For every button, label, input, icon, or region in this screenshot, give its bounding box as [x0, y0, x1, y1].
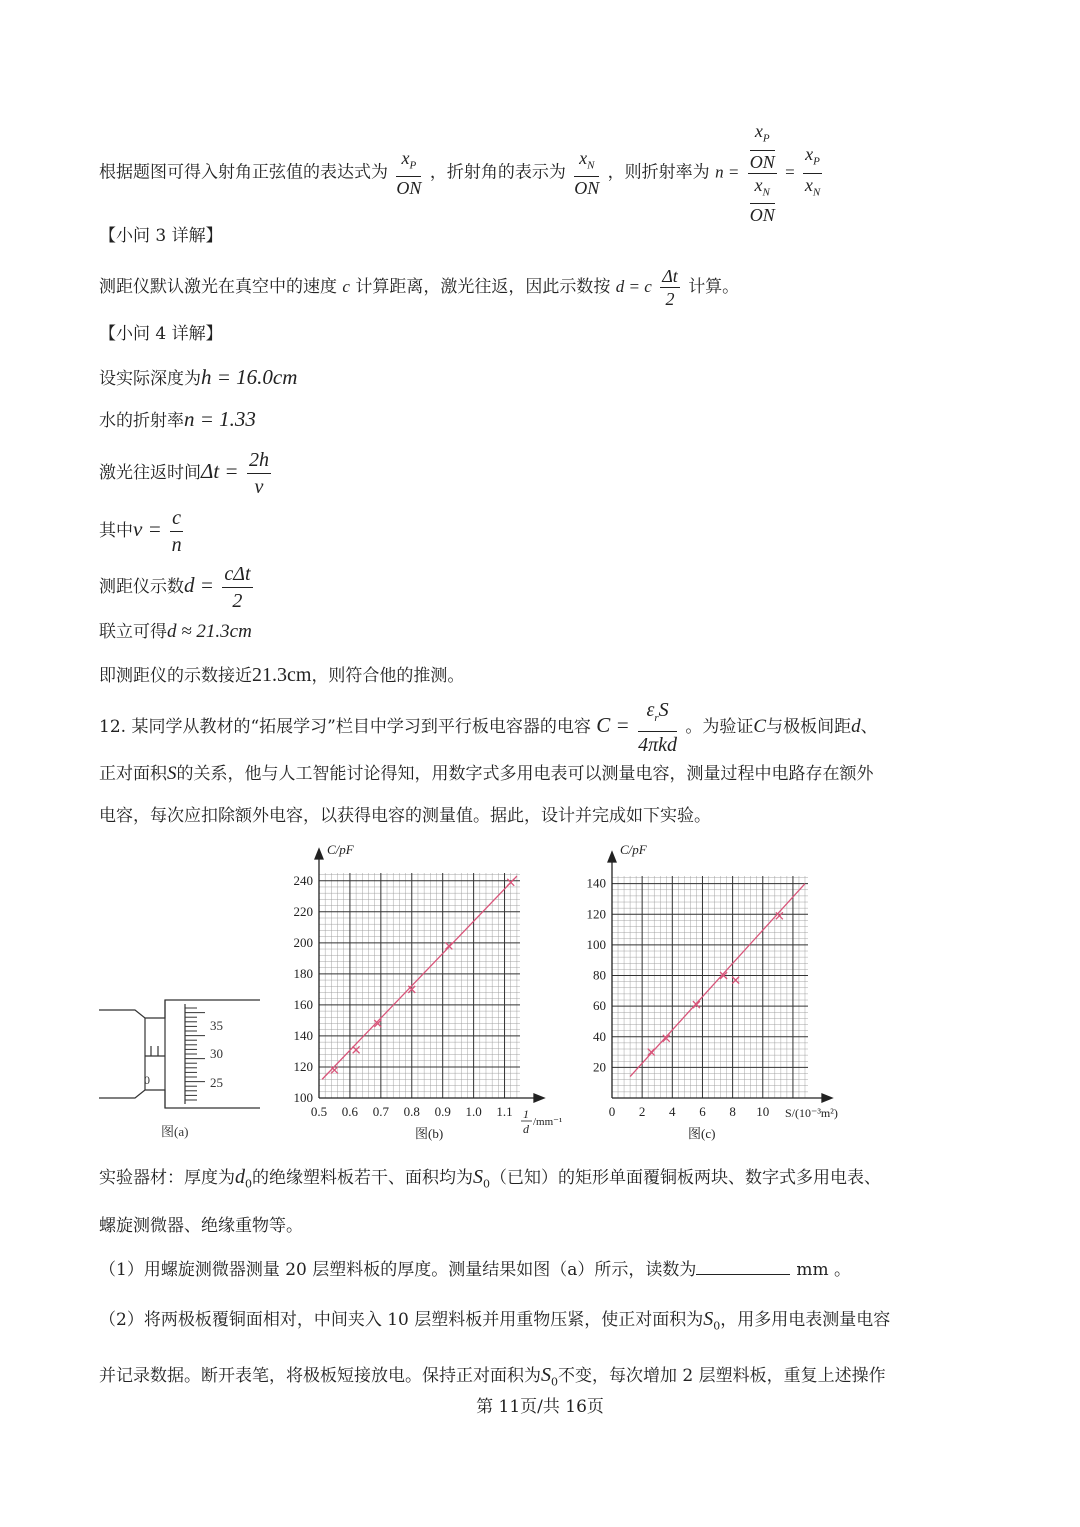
answer-blank[interactable] — [696, 1256, 790, 1275]
heading-q4: 【小问 4 详解】 — [99, 324, 223, 344]
x-tick-label: 8 — [729, 1104, 736, 1119]
data-point — [732, 977, 739, 984]
y-tick-label: 180 — [293, 965, 313, 981]
figure-c-chart — [586, 838, 860, 1148]
x-axis-unit-c: S/(10⁻³m²) — [785, 1106, 838, 1120]
q4-line-3 — [99, 444, 274, 498]
caption-c: 图(c) — [688, 1126, 716, 1141]
text: 测距仪示数 — [99, 577, 184, 597]
step-2-line-1 — [99, 1302, 890, 1343]
text: 水的折射率 — [99, 411, 184, 431]
denominator: 2 — [232, 590, 243, 612]
numerator: 2h — [247, 447, 271, 474]
text: 即测距仪的示数接近 — [99, 666, 252, 686]
text: 的绝缘塑料板若干、面积均为 — [252, 1168, 473, 1188]
inner-fraction-top — [750, 120, 775, 173]
figure-b-chart — [285, 838, 585, 1148]
data-point — [331, 1067, 338, 1074]
page-footer: 第 11页/共 16页 — [476, 1397, 604, 1417]
x: x — [754, 121, 763, 141]
y-tick-label: 120 — [586, 906, 606, 922]
subscript: P — [409, 159, 417, 172]
var-c: C — [753, 716, 767, 737]
n-equals: n = — [715, 162, 740, 182]
x-tick-label: 0.5 — [310, 1104, 328, 1119]
text: 激光往返时间 — [99, 463, 201, 483]
compound-fraction — [748, 120, 777, 226]
line-refraction-expression: 根据题图可得入射角正弦值的表达式为 $\frac{x_P}{ON}$ ，折射角的表示为 $\frac{x_N}{ON}$ ，则折射率为 n = $\frac{\frac{x_P}{ON}}{\frac{x_N}{ON}}$ = $\frac{x_P}{x_N}$ — [99, 121, 821, 226]
capacitance-formula — [638, 697, 677, 758]
subscript: 0 — [551, 1375, 558, 1389]
s: S — [658, 699, 669, 721]
x-axis-label-den-b: d — [523, 1122, 529, 1136]
x-tick-label: 1.1 — [496, 1104, 513, 1119]
materials-line-1 — [99, 1160, 881, 1201]
line-q3 — [99, 262, 739, 312]
text: （已知）的矩形单面覆铜板两块、数字式多用电表、 — [490, 1168, 881, 1188]
q4-line-5 — [99, 558, 256, 612]
subscript: N — [587, 159, 595, 172]
y-tick-label: 100 — [293, 1090, 313, 1105]
x-axis-unit-b: /mm⁻¹ — [533, 1116, 563, 1128]
text: 、 — [860, 717, 878, 737]
denominator: 4πkd — [638, 734, 677, 756]
fraction-c-n — [170, 505, 183, 558]
x-tick-label: 1.0 — [465, 1104, 482, 1119]
denominator: v — [254, 476, 264, 498]
text: 实验器材：厚度为 — [99, 1168, 235, 1188]
lhs: Δt = — [201, 459, 239, 483]
var-s: S — [541, 1364, 551, 1386]
fraction-xn-on — [574, 147, 599, 200]
q12-line-1 — [99, 697, 878, 756]
fraction-xp-on — [396, 147, 421, 200]
var-d: d — [235, 1166, 245, 1188]
fit-line — [322, 876, 517, 1079]
denominator: ON — [749, 151, 775, 172]
q4-line-4 — [99, 502, 186, 556]
var-s: S — [167, 763, 177, 784]
x-tick-label: 10 — [756, 1104, 770, 1119]
x-axis-arrow — [822, 1094, 832, 1102]
subscript: 0 — [483, 1177, 490, 1191]
x-tick-label: 0.9 — [434, 1104, 451, 1119]
caption-a: 图(a) — [161, 1124, 189, 1139]
x: x — [754, 174, 763, 195]
y-tick-label: 240 — [293, 872, 313, 888]
denominator: ON — [749, 205, 775, 226]
equation: h = 16.0cm — [201, 365, 298, 389]
denominator: ON — [396, 178, 422, 199]
c-equals: C = — [596, 713, 630, 737]
fraction-dt-2 — [660, 265, 680, 310]
x-tick-label: 0.6 — [341, 1104, 359, 1119]
y-axis-label-b: C/pF — [327, 842, 354, 857]
x: x — [401, 147, 410, 168]
q4-line-2 — [99, 404, 256, 436]
equation: d ≈ 21.3cm — [167, 621, 252, 642]
text: 根据题图可得入射角正弦值的表达式为 — [99, 162, 388, 183]
x-tick-label: 0.8 — [403, 1104, 420, 1119]
inner-fraction-bottom — [750, 174, 775, 227]
x-tick-label: 0.7 — [372, 1104, 389, 1119]
d-equals: d = c — [615, 277, 652, 296]
q12-line-2 — [99, 762, 874, 786]
text: mm 。 — [796, 1260, 852, 1280]
x: x — [804, 174, 813, 195]
caption-b: 图(b) — [415, 1126, 444, 1141]
fit-line — [630, 884, 805, 1077]
text: 计算。 — [688, 277, 740, 297]
y-tick-label: 100 — [586, 936, 606, 952]
y-tick-label: 20 — [593, 1059, 606, 1075]
subscript: N — [812, 186, 821, 199]
x-tick-label: 6 — [699, 1104, 706, 1119]
text: 计算距离，激光往返，因此示数按 — [355, 277, 611, 297]
y-tick-label: 160 — [293, 996, 313, 1012]
denominator: ON — [574, 178, 600, 199]
q12-line-3: 电容，每次应扣除额外电容，以获得电容的测量值。据此，设计并完成如下实验。 — [99, 806, 711, 826]
value: 21.3cm — [252, 664, 312, 686]
text: ，则折射率为 — [607, 162, 710, 183]
numerator: cΔt — [222, 561, 252, 588]
scale-35: 35 — [210, 1018, 223, 1033]
x-axis-label-num-b: 1 — [523, 1107, 529, 1121]
numerator: Δt — [662, 266, 678, 286]
y-tick-label: 200 — [293, 934, 313, 950]
data-point — [776, 912, 783, 919]
q4-line-1 — [99, 362, 297, 394]
q4-line-6 — [99, 618, 252, 646]
y-tick-label: 140 — [293, 1027, 313, 1043]
subscript: N — [762, 186, 770, 199]
data-point — [648, 1049, 655, 1056]
y-tick-label: 140 — [586, 875, 606, 891]
y-tick-label: 40 — [593, 1028, 606, 1044]
text: 其中 — [99, 521, 133, 541]
text: （1）用螺旋测微器测量 20 层塑料板的厚度。测量结果如图（a）所示，读数为 — [99, 1260, 697, 1280]
text: （2）将两极板覆铜面相对，中间夹入 10 层塑料板并用重物压紧，使正对面积为 — [99, 1310, 704, 1330]
text: 。为验证 — [685, 717, 754, 737]
x: x — [579, 147, 588, 168]
text: ，折射角的表示为 — [429, 162, 566, 183]
numerator: c — [170, 505, 183, 532]
y-axis-arrow — [608, 852, 616, 862]
y-axis-arrow — [315, 849, 323, 859]
equation: n = 1.33 — [184, 407, 256, 431]
text: 与极板间距 — [766, 717, 852, 737]
x-axis-arrow — [534, 1094, 544, 1102]
fraction-cdt-2 — [222, 561, 252, 614]
epsilon: ε — [646, 699, 655, 721]
fraction-xp-xn — [803, 143, 822, 203]
text: 正对面积 — [99, 764, 167, 784]
x: x — [805, 144, 814, 164]
text: 的关系，他与人工智能讨论得知，用数字式多用电表可以测量电容，测量过程中电路存在额外 — [176, 764, 874, 784]
x-tick-label: 4 — [669, 1104, 676, 1119]
denominator: n — [171, 534, 182, 556]
x-tick-label: 0 — [608, 1104, 616, 1119]
x-tick-label: 2 — [638, 1104, 646, 1119]
y-tick-label: 220 — [293, 903, 313, 919]
text: 不变，每次增加 2 层塑料板，重复上述操作 — [558, 1366, 886, 1386]
fraction-2h-v — [247, 447, 271, 500]
text: 测距仪默认激光在真空中的速度 — [99, 277, 337, 297]
q4-line-7 — [99, 660, 464, 691]
var-s: S — [473, 1166, 483, 1188]
var-c: c — [342, 277, 350, 296]
subscript: 0 — [713, 1319, 721, 1333]
subscript: r — [654, 712, 659, 724]
scale-25: 25 — [210, 1075, 223, 1090]
subscript: P — [762, 132, 770, 145]
y-tick-label: 80 — [593, 967, 606, 983]
scale-30: 30 — [210, 1046, 223, 1061]
text: 联立可得 — [99, 622, 167, 642]
materials-line-2: 螺旋测微器、绝缘重物等。 — [99, 1216, 303, 1236]
y-tick-label: 60 — [593, 998, 606, 1014]
heading-q3: 【小问 3 详解】 — [99, 226, 223, 246]
zero-mark: 0 — [144, 1073, 150, 1087]
y-axis-label-c: C/pF — [620, 842, 647, 857]
denominator: 2 — [665, 289, 675, 309]
var-s: S — [703, 1308, 714, 1330]
text: 并记录数据。断开表笔，将极板短接放电。保持正对面积为 — [99, 1366, 541, 1386]
lhs: d = — [184, 573, 214, 597]
text: 12. 某同学从教材的“拓展学习”栏目中学习到平行板电容器的电容 — [99, 717, 591, 737]
var-d: d — [851, 716, 861, 737]
lhs: v = — [133, 517, 162, 541]
subscript: 0 — [245, 1177, 252, 1191]
y-tick-label: 120 — [293, 1058, 313, 1074]
text: 设实际深度为 — [99, 369, 201, 389]
text: ，则符合他的推测。 — [311, 666, 465, 686]
figure-a-micrometer — [95, 990, 265, 1146]
subscript: P — [813, 155, 820, 168]
text: ，用多用电表测量电容 — [720, 1310, 891, 1330]
step-1 — [99, 1256, 851, 1282]
